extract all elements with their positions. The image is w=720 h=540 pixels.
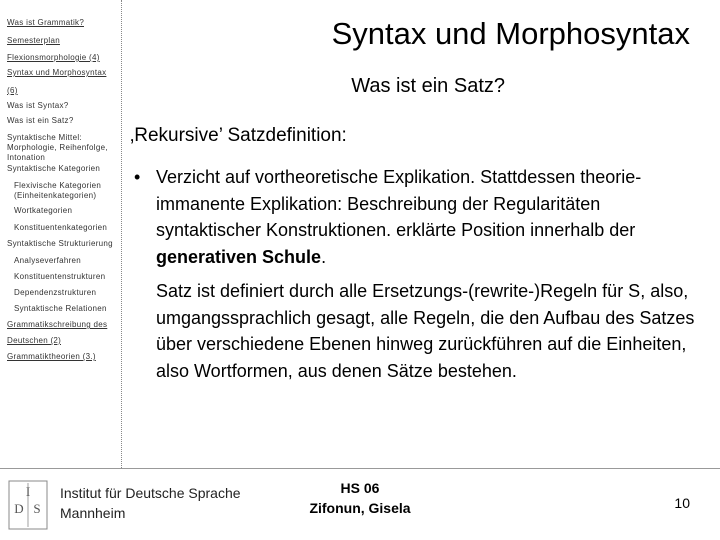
ids-logo-letter-i: I (25, 484, 31, 499)
ids-logo (8, 480, 48, 530)
bullet-item (130, 164, 705, 270)
sidebar-divider (121, 0, 122, 468)
ids-logo-letter-s: S (33, 501, 41, 516)
institute-name (60, 483, 241, 523)
sidebar-item-was-ist-grammatik[interactable]: Was ist Grammatik? (7, 18, 85, 27)
sidebar-item-analyseverfahren[interactable]: Analyseverfahren (14, 256, 82, 265)
sidebar-item-konstituentenstrukturen[interactable]: Konstituentenstrukturen (14, 272, 106, 281)
sidebar-item-syntaktische-relationen[interactable]: Syntaktische Relationen (14, 304, 107, 313)
sidebar-item-was-ist-ein-satz[interactable]: Was ist ein Satz? (7, 116, 74, 125)
bullet-end: . (321, 246, 327, 267)
sidebar-item-semesterplan[interactable]: Semesterplan (7, 36, 60, 45)
sidebar-item-was-ist-syntax[interactable]: Was ist Syntax? (7, 101, 69, 110)
sidebar-item-syntaktische-mittel[interactable]: Syntaktische Mittel: Morphologie, Reihenfolge, Intonation (7, 133, 108, 162)
sidebar-item-syntaktische-kategorien[interactable]: Syntaktische Kategorien (7, 164, 101, 173)
bullet-icon: • (134, 167, 141, 187)
course-info (290, 478, 430, 518)
ids-logo-letter-d: D (14, 501, 24, 516)
sidebar-item-grammatiktheorien[interactable]: Grammatiktheorien (3.) (7, 352, 96, 361)
institute-line-1: Institut für Deutsche Sprache (60, 485, 241, 501)
sidebar-item-syntax-morphosyntax-number[interactable]: (6) (7, 86, 18, 95)
sidebar-item-flexivische-kategorien[interactable]: Flexivische Kategorien (Einheitenkategorien) (14, 181, 102, 200)
bullet-bold-term: generativen Schule (156, 246, 322, 267)
sidebar-item-wortkategorien[interactable]: Wortkategorien (14, 206, 73, 215)
section-heading: ‚Rekursive’ Satzdefinition: (130, 125, 347, 146)
sidebar-item-konstituentenkategorien[interactable]: Konstituentenkategorien (14, 223, 108, 232)
sidebar-item-flexionsmorphologie[interactable]: Flexionsmorphologie (4) (7, 53, 100, 62)
slide-subtitle: Was ist ein Satz? (351, 75, 505, 97)
sidebar-item-grammatikschreibung[interactable]: Grammatikschreibung des (7, 320, 108, 329)
slide-title: Syntax und Morphosyntax (331, 16, 690, 51)
sidebar-item-grammatikschreibung-deutschen[interactable]: Deutschen (2) (7, 336, 62, 345)
slide-body (130, 164, 705, 384)
definition-paragraph: Satz ist definiert durch alle Ersetzungs-(rewrite-)Regeln für S, also, umgangssprachlich gesagt, alle Regeln, die den Aufbau des Satzes über verschiedene Ebenen hinweg zurückführen auf die Einheiten, also Wortformen, aus denen Sätze bestehen. (156, 281, 695, 381)
sidebar-item-syntax-morphosyntax[interactable]: Syntax und Morphosyntax (7, 68, 107, 77)
sidebar-item-dependenzstrukturen[interactable]: Dependenzstrukturen (14, 288, 97, 297)
institute-line-2: Mannheim (60, 505, 126, 521)
bullet-text: Verzicht auf vortheoretische Explikation. Stattdessen theorie-immanente Explikation: Beschreibung der Regularitäten syntaktischer Konstruktionen. erklärte Position innerhalb der (156, 167, 642, 240)
course-lecturer: Zifonun, Gisela (309, 500, 411, 516)
sidebar-nav (0, 0, 121, 468)
page-number: 10 (674, 495, 690, 511)
footer-divider (0, 468, 720, 469)
course-code: HS 06 (340, 480, 380, 496)
sidebar-item-syntaktische-strukturierung[interactable]: Syntaktische Strukturierung (7, 239, 113, 248)
